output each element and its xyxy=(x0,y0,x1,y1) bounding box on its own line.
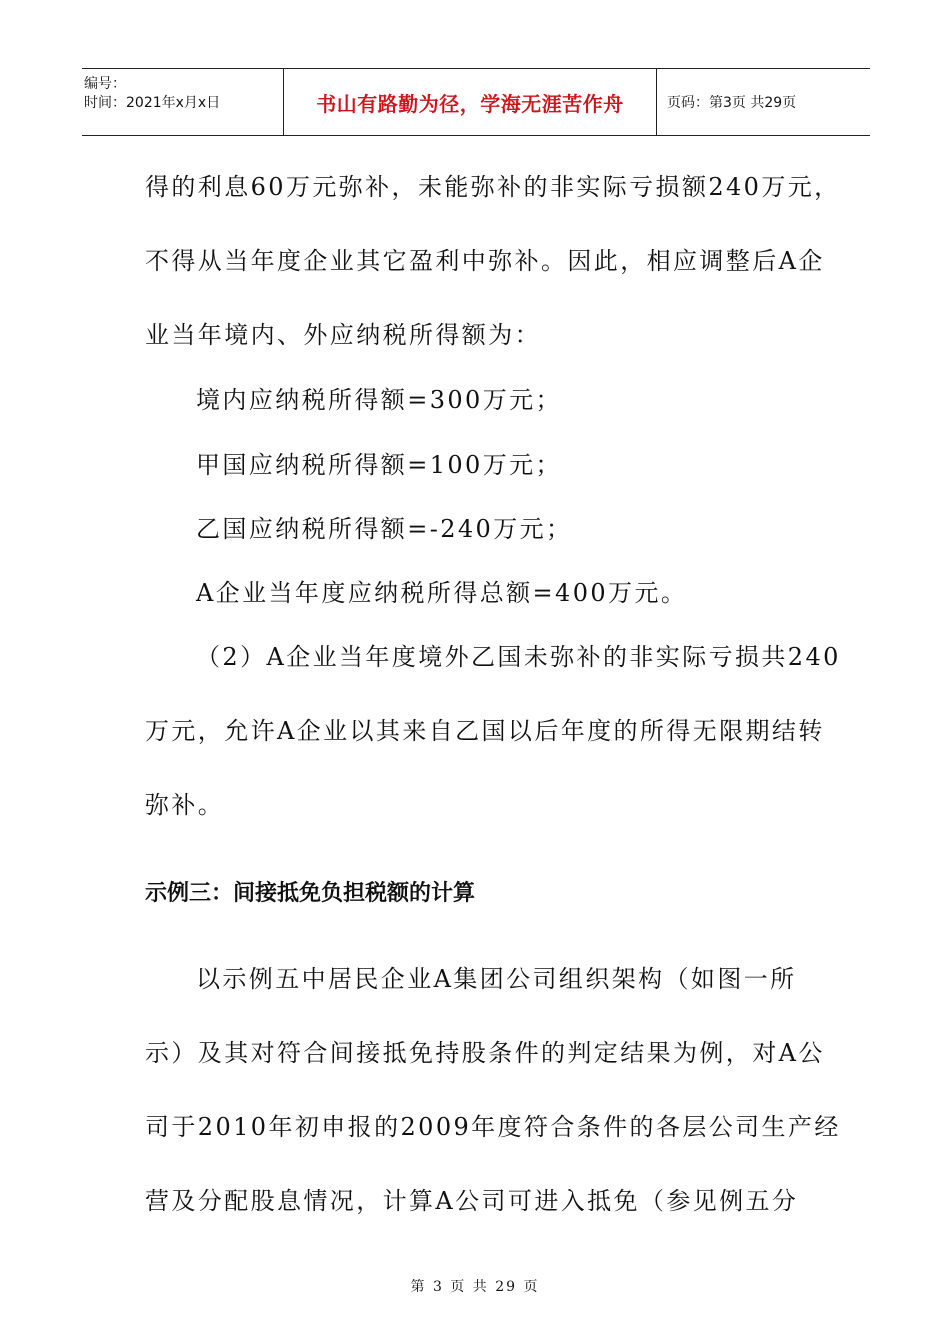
time-label: 时间：2021年x月x日 xyxy=(84,95,221,111)
body-line-5: 甲国应纳税所得额=100万元； xyxy=(196,451,562,479)
body2-line-3: 司于2010年初申报的2009年度符合条件的各层公司生产经 xyxy=(145,1113,841,1141)
section-heading: 示例三：间接抵免负担税额的计算 xyxy=(145,881,476,906)
body-line-6: 乙国应纳税所得额=-240万元； xyxy=(196,515,573,543)
body2-line-1: 以示例五中居民企业A集团公司组织架构（如图一所 xyxy=(196,965,797,993)
body-line-9: 万元，允许A企业以其来自乙国以后年度的所得无限期结转 xyxy=(145,717,825,745)
body-line-7: A企业当年度应纳税所得总额=400万元。 xyxy=(196,579,688,607)
page-header xyxy=(82,68,870,136)
header-meta xyxy=(82,69,283,135)
body-line-3: 业当年境内、外应纳税所得额为： xyxy=(145,321,541,349)
body-line-8: （2）A企业当年度境外乙国未弥补的非实际亏损共240 xyxy=(196,643,841,671)
number-label: 编号： xyxy=(84,76,126,92)
body-line-4: 境内应纳税所得额=300万元； xyxy=(196,386,562,414)
header-page-info: 页码：第3页 共29页 xyxy=(667,95,797,111)
body2-line-2: 示）及其对符合间接抵免持股条件的判定结果为例，对A公 xyxy=(145,1039,825,1067)
body-line-1: 得的利息60万元弥补，未能弥补的非实际亏损额240万元， xyxy=(145,173,841,201)
body2-line-4: 营及分配股息情况，计算A公司可进入抵免（参见例五分 xyxy=(145,1187,799,1215)
header-motto: 书山有路勤为径，学海无涯苦作舟 xyxy=(283,69,657,135)
body-line-2: 不得从当年度企业其它盈利中弥补。因此，相应调整后A企 xyxy=(145,247,825,275)
body-line-10: 弥补。 xyxy=(145,791,225,819)
page-footer: 第 3 页 共 29 页 xyxy=(410,1279,540,1295)
